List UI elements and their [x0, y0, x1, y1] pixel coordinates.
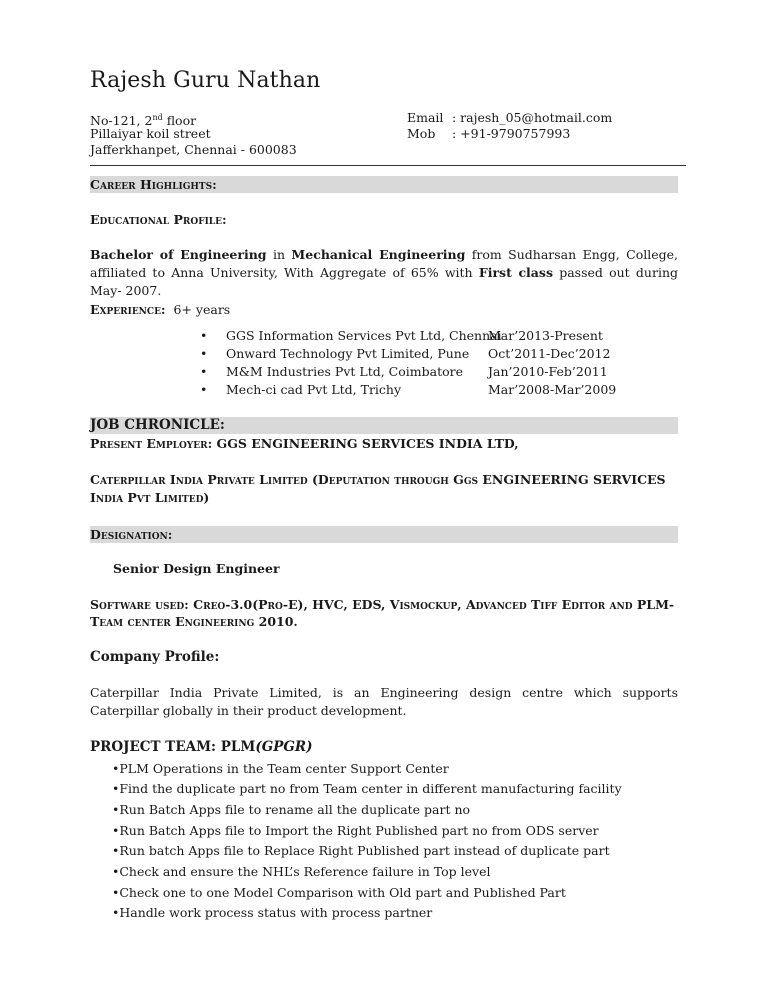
mob-label: Mob	[407, 126, 436, 141]
candidate-name: Rajesh Guru Nathan	[90, 68, 321, 93]
designation-heading: Designation:	[90, 527, 173, 542]
project-task: •Find the duplicate part no from Team center in different manufacturing facility	[112, 781, 622, 796]
project-heading: PROJECT TEAM: PLM(GPGR)	[90, 739, 313, 755]
project-task: •Run batch Apps file to Replace Right Published part instead of duplicate part	[112, 843, 610, 858]
project-task: •Handle work process status with process partner	[112, 905, 433, 920]
software-line-1: Software used: Creo-3.0(Pro-E), HVC, EDS, Vismockup, Advanced Tiff Editor and PLM-	[90, 597, 675, 612]
software-line-2: Team center Engineering 2010.	[90, 614, 298, 629]
company-text: Caterpillar India Private Limited, is an Engineering design centre which supports Caterpillar globally in their product development.	[90, 685, 678, 718]
client-line-2: India Pvt Limited)	[90, 490, 210, 505]
project-task: •Run Batch Apps file to rename all the duplicate part no	[112, 802, 471, 817]
education-heading: Educational Profile:	[90, 212, 227, 227]
header-divider	[90, 165, 686, 166]
address-line-2: Pillaiyar koil street	[90, 126, 211, 141]
career-heading: Career Highlights:	[90, 177, 217, 192]
designation-band	[90, 526, 678, 543]
client-line-1: Caterpillar India Private Limited (Deputation through Ggs ENGINEERING SERVICES	[90, 472, 666, 487]
present-employer: Present Employer: GGS ENGINEERING SERVICES INDIA LTD,	[90, 436, 519, 451]
email-value: : rajesh_05@hotmail.com	[452, 110, 613, 125]
experience-line: Experience: 6+ years	[90, 302, 231, 317]
education-text: Bachelor of Engineering in Mechanical Engineering from Sudharsan Engg, College, affiliated to Anna University, With Aggregate of 65% with First class passed out during May- 2007.	[90, 247, 679, 298]
project-task: •Check one to one Model Comparison with Old part and Published Part	[112, 885, 566, 900]
mob-value: : +91-9790757993	[452, 126, 571, 141]
designation-value: Senior Design Engineer	[113, 561, 280, 576]
project-task: •Check and ensure the NHL’s Reference failure in Top level	[112, 864, 491, 879]
resume-page: Rajesh Guru Nathan No-121, 2nd floor Pillaiyar koil street Jafferkhanpet, Chennai - 600083 Email : rajesh_05@hotmail.com Mob : +91-9790757993 Career Highlights: Educational Profile: Bachelor of Engineering in Mechanical Engineering from Sudharsan Engg, College, affiliated to Anna University, With Aggregate of 65% with First class passed out during May- 2007. Experience: 6+ years • GGS Information Services Pvt Ltd, Chennai Mar’2013-Present • Onward Technology Pvt Limited, Pune Oct’2011-Dec’2012 • M&M Industries Pvt Ltd, Coimbatore Jan’2010-Feb’2011 • Mech-ci cad Pvt Ltd, Trichy Mar’2008-Mar’2009 JOB CHRONICLE: Present Employer: GGS ENGINEERING SERVICES INDIA LTD, Caterpillar India Private Limited (Deputation through Ggs ENGINEERING SERVICES India Pvt Limited) Designation: Senior Design Engineer Software used: Creo-3.0(Pro-E), HVC, EDS, Vismockup, Advanced Tiff Editor and PLM- Team center Engineering 2010. Company Profile: Caterpillar India Private Limited, is an Engineering design centre which supports Caterpillar globally in their product development. PROJECT TEAM: PLM(GPGR) •PLM Operations in the Team center Support Center •Find the duplicate part no from Team center in different manufacturing facility •Run Batch Apps file to rename all the duplicate part no •Run Batch Apps file to Import the Right Published part no from ODS server •Run batch Apps file to Replace Right Published part instead of duplicate part •Check and ensure the NHL’s Reference failure in Top level •Check one to one Model Comparison with Old part and Published Part •Handle work process status with process partner	[0, 0, 768, 994]
job-heading: JOB CHRONICLE:	[90, 417, 225, 433]
project-task: •Run Batch Apps file to Import the Right Published part no from ODS server	[112, 823, 599, 838]
address-line-3: Jafferkhanpet, Chennai - 600083	[90, 142, 297, 157]
address-line-1: No-121, 2nd floor	[90, 113, 197, 129]
project-task: •PLM Operations in the Team center Support Center	[112, 761, 449, 776]
email-label: Email	[407, 110, 444, 125]
company-heading: Company Profile:	[90, 649, 220, 665]
